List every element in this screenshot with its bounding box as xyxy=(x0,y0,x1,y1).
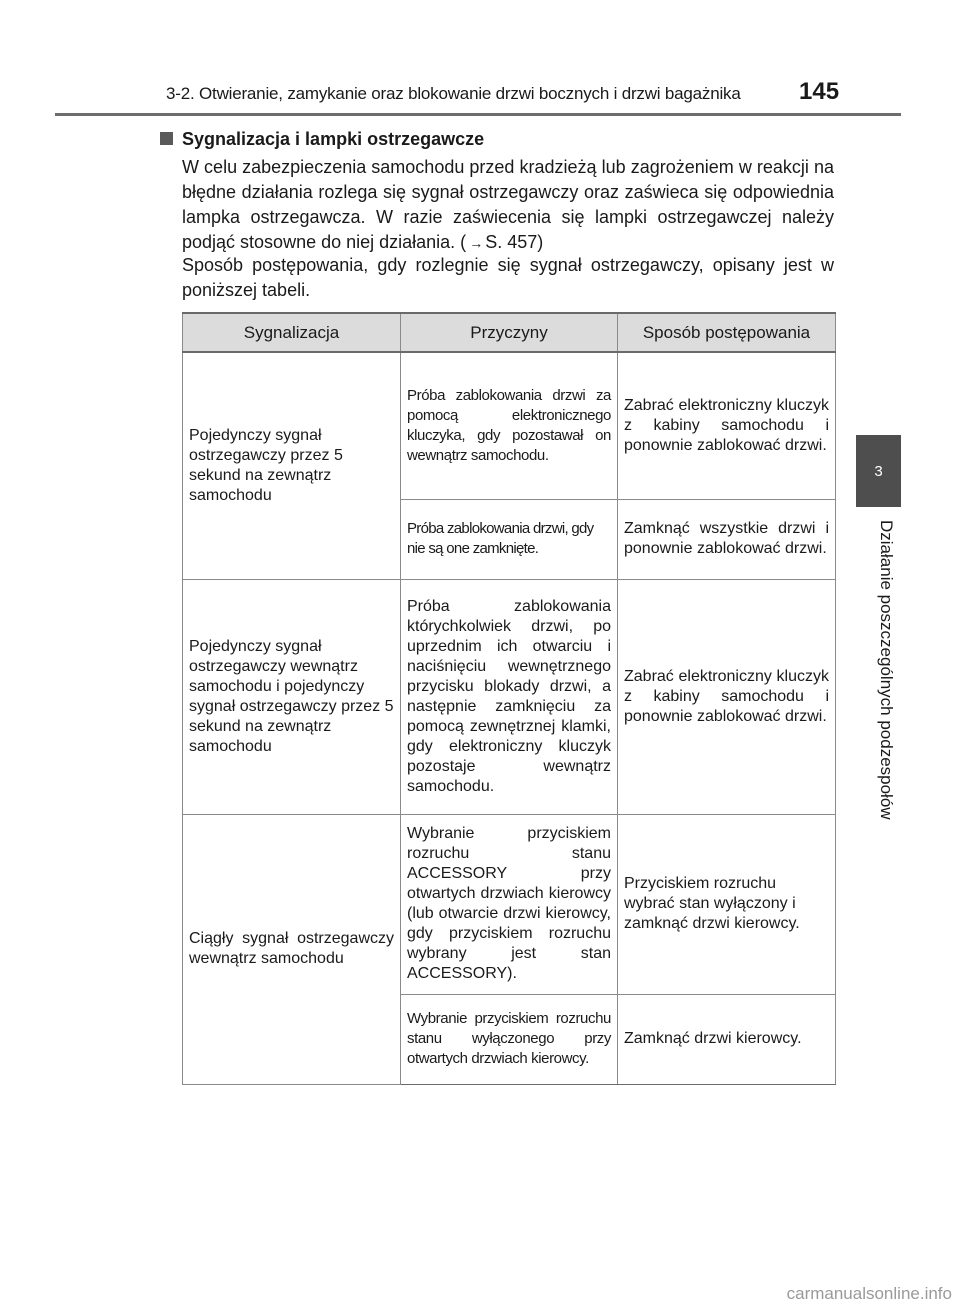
header-rule xyxy=(55,113,901,116)
table-row xyxy=(183,352,836,499)
section-heading xyxy=(160,129,484,150)
running-header-title: 3-2. Otwieranie, zamykanie oraz blokowanie drzwi bocznych i drzwi bagażnika xyxy=(166,84,741,103)
warning-signal-table xyxy=(182,312,836,1085)
table-intro-paragraph: Sposób postępowania, gdy rozlegnie się sygnał ostrzegawczy, opisany jest w poniższej tabeli. xyxy=(182,255,834,300)
signal-cell: Ciągły sygnał ostrzegawczy wewnątrz samochodu xyxy=(183,814,401,1084)
intro-text: W celu zabezpieczenia samochodu przed kradzieżą lub zagrożeniem w reakcji na błędne działania rozlega się sygnał ostrzegawczy oraz zaświeca się odpowiednia lampka ostrzegawcza. W razie zaświecenia się lampki ostrzegawczej należy podjąć stosowne do niej działania. ( xyxy=(182,157,834,252)
cause-cell: Próba zablokowania drzwi za pomocą elektronicznego kluczyka, gdy pozostawał on wewnątrz samochodu. xyxy=(401,352,618,499)
column-header: Sygnalizacja xyxy=(183,313,401,352)
section-title: Sygnalizacja i lampki ostrzegawcze xyxy=(182,129,485,149)
table-row xyxy=(183,579,836,814)
watermark: carmanualsonline.info xyxy=(786,1284,952,1303)
cause-cell: Próba zablokowania którychkolwiek drzwi, po uprzednim ich otwarciu i naciśnięciu wewnętrznego przycisku blokady drzwi, a następnie zamknięciu za pomocą zewnętrznej klamki, gdy elektroniczny kluczyk pozostaje wewnątrz samochodu. xyxy=(401,579,618,814)
arrow-right-icon: → xyxy=(469,235,484,251)
action-cell: Zamknąć drzwi kierowcy. xyxy=(618,994,836,1084)
table-header-row xyxy=(183,313,836,352)
column-header: Przyczyny xyxy=(401,313,618,352)
square-bullet-icon xyxy=(160,132,173,145)
cause-cell: Wybranie przyciskiem rozruchu stanu wyłączonego przy otwartych drzwiach kierowcy. xyxy=(401,994,618,1084)
intro-paragraph xyxy=(182,155,834,256)
chapter-tab: 3 xyxy=(856,435,901,507)
chapter-side-label: Działanie poszczególnych podzespołów xyxy=(877,520,896,820)
action-cell: Zabrać elektroniczny kluczyk z kabiny samochodu i ponownie zablokować drzwi. xyxy=(618,352,836,499)
signal-cell: Pojedynczy sygnał ostrzegawczy wewnątrz samochodu i pojedynczy sygnał ostrzegawczy przez 5 sekund na zewnątrz samochodu xyxy=(183,579,401,814)
cause-cell: Próba zablokowania drzwi, gdy nie są one zamknięte. xyxy=(401,499,618,579)
action-cell: Przyciskiem rozruchu wybrać stan wyłączony i zamknąć drzwi kierowcy. xyxy=(618,814,836,994)
page-number: 145 xyxy=(799,78,840,105)
signal-cell: Pojedynczy sygnał ostrzegawczy przez 5 sekund na zewnątrz samochodu xyxy=(183,352,401,579)
page-reference: S. 457) xyxy=(485,232,544,252)
column-header: Sposób postępowania xyxy=(618,313,836,352)
table-row xyxy=(183,814,836,994)
cause-cell: Wybranie przyciskiem rozruchu stanu ACCESSORY przy otwartych drzwiach kierowcy (lub otwarcie drzwi kierowcy, gdy przyciskiem rozruchu wybrany jest stan ACCESSORY). xyxy=(401,814,618,994)
action-cell: Zabrać elektroniczny kluczyk z kabiny samochodu i ponownie zablokować drzwi. xyxy=(618,579,836,814)
action-cell: Zamknąć wszystkie drzwi i ponownie zablokować drzwi. xyxy=(618,499,836,579)
